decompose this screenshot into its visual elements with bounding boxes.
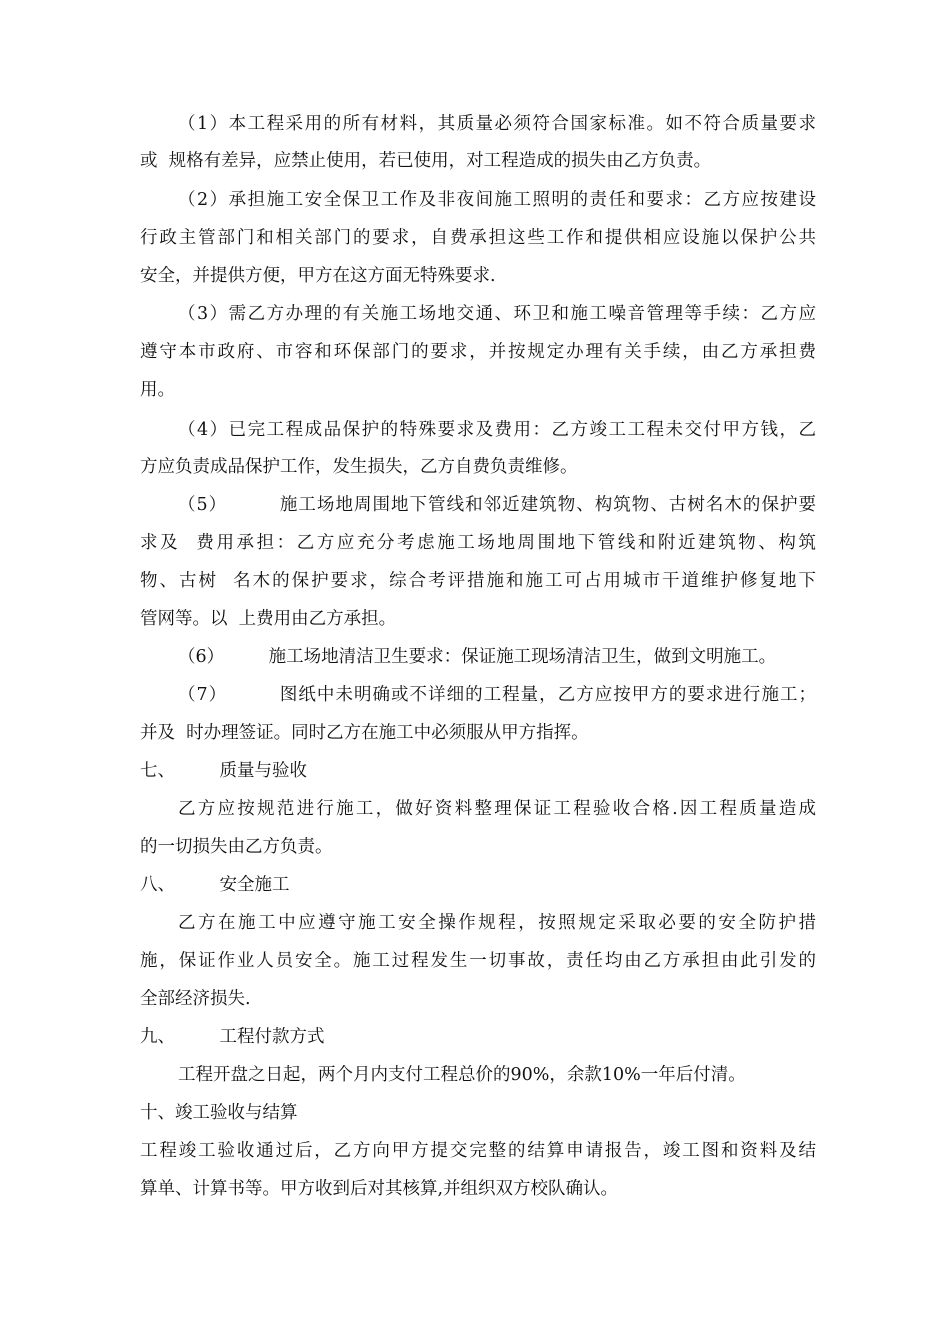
text-line: （4）已完工程成品保护的特殊要求及费用：乙方竣工工程未交付甲方钱，乙: [178, 420, 816, 440]
text-line: 算单、计算书等。甲方收到后对其核算,并组织双方校队确认。: [140, 1179, 619, 1199]
text-line: 用。: [140, 380, 175, 400]
text-line: 的一切损失由乙方负责。: [140, 837, 333, 857]
text-line: 乙方在施工中应遵守施工安全操作规程，按照规定采取必要的安全防护措: [178, 913, 816, 933]
text-line: 遵守本市政府、市容和环保部门的要求，并按规定办理有关手续，由乙方承担费: [140, 342, 816, 362]
text-line: 或 规格有差异，应禁止使用，若已使用，对工程造成的损失由乙方负责。: [140, 151, 712, 171]
section-heading: 八、 安全施工: [140, 875, 290, 895]
text-line: 全部经济损失.: [140, 989, 251, 1009]
text-line: （6） 施工场地清洁卫生要求：保证施工现场清洁卫生，做到文明施工。: [178, 647, 777, 667]
text-line: 行政主管部门和相关部门的要求，自费承担这些工作和提供相应设施以保护公共: [140, 228, 816, 248]
text-line: 物、古树 名木的保护要求，综合考评措施和施工可占用城市干道维护修复地下: [140, 571, 816, 591]
text-line: （5） 施工场地周围地下管线和邻近建筑物、构筑物、古树名木的保护要: [178, 495, 816, 515]
text-line: （2）承担施工安全保卫工作及非夜间施工照明的责任和要求：乙方应按建设: [178, 190, 816, 210]
text-line: 施，保证作业人员安全。施工过程发生一切事故，责任均由乙方承担由此引发的: [140, 951, 816, 971]
section-heading: 十、竣工验收与结算: [140, 1103, 298, 1123]
text-line: （7） 图纸中未明确或不详细的工程量，乙方应按甲方的要求进行施工；: [178, 685, 816, 705]
text-line: 方应负责成品保护工作，发生损失，乙方自费负责维修。: [140, 457, 578, 477]
text-line: 乙方应按规范进行施工，做好资料整理保证工程验收合格.因工程质量造成: [178, 799, 816, 819]
text-line: 并及 时办理签证。同时乙方在施工中必须服从甲方指挥。: [140, 723, 589, 743]
text-line: 工程竣工验收通过后，乙方向甲方提交完整的结算申请报告，竣工图和资料及结: [140, 1141, 816, 1161]
text-line: 安全，并提供方便，甲方在这方面无特殊要求.: [140, 266, 496, 286]
section-heading: 九、 工程付款方式: [140, 1027, 325, 1047]
section-heading: 七、 质量与验收: [140, 761, 308, 781]
text-line: （1）本工程采用的所有材料，其质量必须符合国家标准。如不符合质量要求: [178, 114, 816, 134]
text-line: （3）需乙方办理的有关施工场地交通、环卫和施工噪音管理等手续：乙方应: [178, 304, 816, 324]
text-line: 求及 费用承担：乙方应充分考虑施工场地周围地下管线和附近建筑物、构筑: [140, 533, 816, 553]
text-line: 管网等。以 上费用由乙方承担。: [140, 609, 397, 629]
text-line: 工程开盘之日起，两个月内支付工程总价的90%，余款10%一年后付清。: [178, 1065, 746, 1085]
